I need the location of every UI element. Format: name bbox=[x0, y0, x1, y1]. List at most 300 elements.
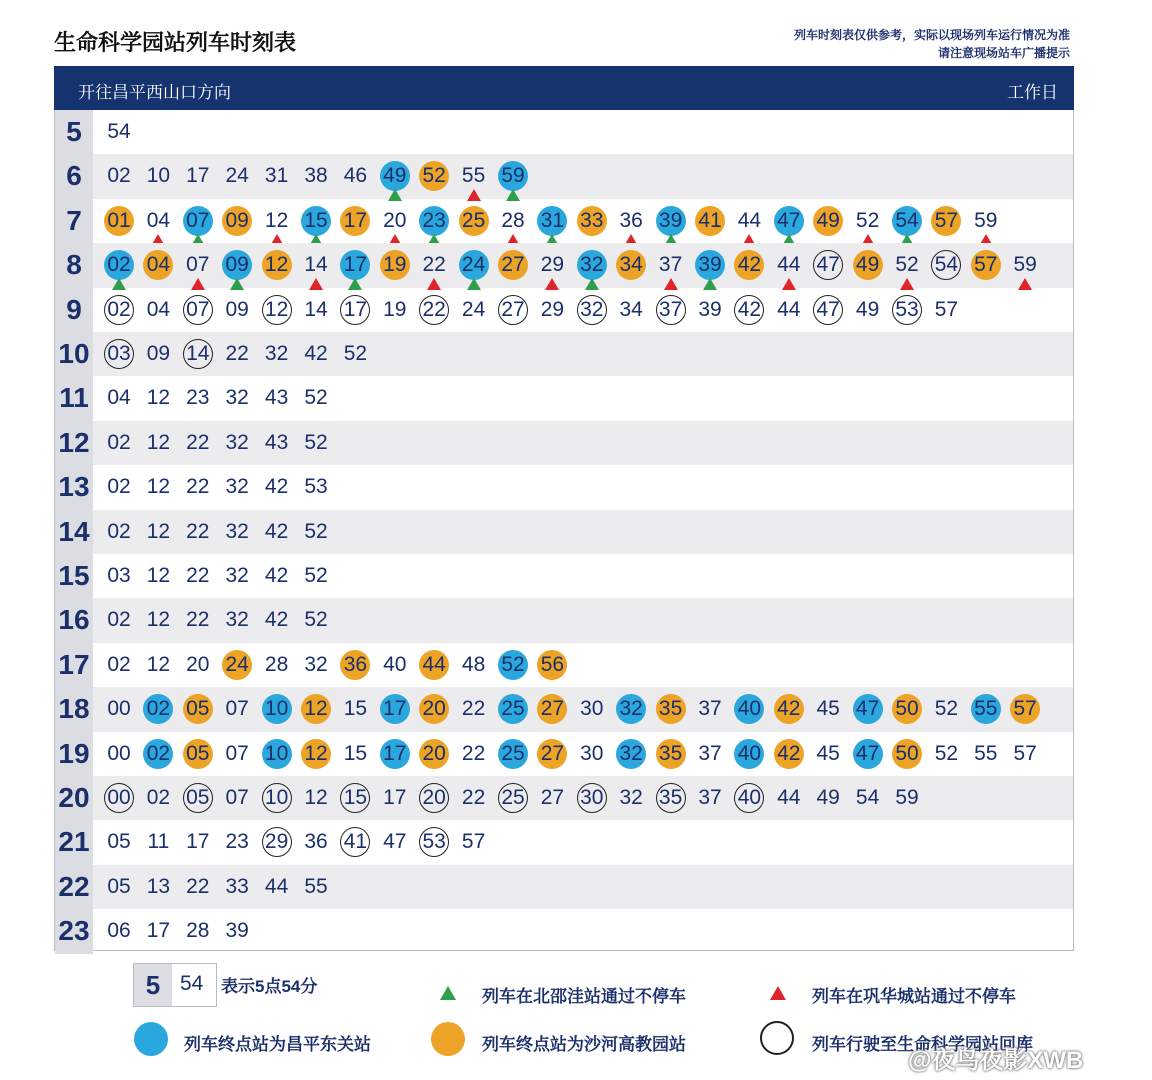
timetable-row bbox=[55, 510, 1073, 554]
minute-text: 36 bbox=[304, 830, 328, 854]
minute-text: 57 bbox=[934, 297, 959, 321]
minute-cell bbox=[534, 780, 570, 816]
minute-text: 57 bbox=[461, 830, 486, 854]
minute-cell bbox=[180, 558, 216, 594]
minute-cell bbox=[889, 292, 925, 328]
minute-text: 44 bbox=[777, 253, 801, 277]
minute-text: 12 bbox=[264, 253, 289, 277]
minute-text: 06 bbox=[107, 919, 131, 943]
minute-text: 27 bbox=[540, 741, 565, 765]
minute-cell bbox=[259, 425, 295, 461]
minute-cell bbox=[416, 247, 452, 283]
minute-text: 44 bbox=[264, 874, 289, 898]
timetable-row bbox=[55, 199, 1073, 243]
minute-cell bbox=[495, 247, 531, 283]
minute-cell bbox=[613, 691, 649, 727]
minute-text: 22 bbox=[186, 608, 210, 632]
minute-text: 39 bbox=[225, 919, 249, 943]
minute-cell bbox=[259, 647, 295, 683]
minute-text: 40 bbox=[737, 786, 762, 809]
minute-cell bbox=[337, 647, 373, 683]
minute-text: 43 bbox=[264, 386, 289, 410]
minute-cell bbox=[889, 247, 925, 283]
minute-text: 30 bbox=[580, 786, 604, 809]
timetable-header bbox=[54, 66, 1074, 110]
minute-cell bbox=[653, 780, 689, 816]
minute-text: 17 bbox=[383, 741, 407, 765]
minute-text: 42 bbox=[264, 564, 289, 587]
minute-text: 02 bbox=[107, 297, 131, 321]
minute-cell bbox=[140, 602, 176, 638]
minute-text: 49 bbox=[383, 164, 407, 188]
minute-cell bbox=[140, 336, 176, 372]
minute-text: 42 bbox=[304, 342, 328, 365]
timetable-row bbox=[55, 865, 1073, 909]
minute-text: 57 bbox=[1013, 697, 1037, 721]
minute-text: 07 bbox=[186, 253, 210, 277]
minute-text: 17 bbox=[343, 253, 368, 277]
minute-text: 44 bbox=[422, 652, 446, 676]
minute-text: 53 bbox=[422, 830, 446, 854]
minute-text: 49 bbox=[855, 253, 880, 277]
minute-text: 12 bbox=[146, 475, 171, 499]
minute-cell bbox=[180, 514, 216, 550]
minute-text: 32 bbox=[619, 786, 643, 809]
timetable-row bbox=[55, 732, 1073, 776]
minute-text: 12 bbox=[304, 741, 328, 765]
minute-cell bbox=[140, 203, 176, 239]
minute-cell bbox=[771, 691, 807, 727]
minute-text: 12 bbox=[146, 564, 171, 587]
minute-cell bbox=[219, 824, 255, 860]
minute-cell bbox=[613, 780, 649, 816]
minute-cell bbox=[101, 158, 137, 194]
minute-text: 00 bbox=[107, 786, 131, 809]
minute-cell bbox=[731, 247, 767, 283]
minute-text: 32 bbox=[225, 386, 249, 410]
minute-text: 09 bbox=[225, 253, 249, 277]
minute-text: 07 bbox=[225, 741, 249, 765]
minute-cell bbox=[495, 691, 531, 727]
timetable-row bbox=[55, 465, 1073, 509]
minute-cell bbox=[810, 736, 846, 772]
minute-text: 12 bbox=[146, 386, 171, 410]
hour-label: 20 bbox=[55, 776, 93, 820]
minute-cell bbox=[495, 158, 531, 194]
minute-cell bbox=[928, 203, 964, 239]
minute-cell bbox=[613, 203, 649, 239]
minute-cell bbox=[968, 736, 1004, 772]
minute-cell bbox=[259, 292, 295, 328]
minute-cell bbox=[259, 691, 295, 727]
minute-cell bbox=[101, 869, 137, 905]
timetable-row bbox=[55, 598, 1073, 642]
minute-cell bbox=[574, 292, 610, 328]
minute-text: 27 bbox=[501, 253, 525, 277]
minute-cell bbox=[968, 691, 1004, 727]
minute-cell bbox=[456, 247, 492, 283]
minute-cell bbox=[101, 824, 137, 860]
minute-text: 05 bbox=[186, 697, 210, 721]
minute-text: 22 bbox=[225, 342, 249, 365]
minute-text: 22 bbox=[186, 874, 210, 898]
direction-label: 开往昌平西山口方向 bbox=[78, 83, 231, 102]
minute-text: 46 bbox=[343, 164, 368, 188]
minute-cell bbox=[101, 336, 137, 372]
minute-cell bbox=[337, 247, 373, 283]
minute-text: 02 bbox=[146, 786, 171, 809]
minute-cell bbox=[574, 780, 610, 816]
minute-text: 15 bbox=[343, 741, 368, 765]
minute-cell bbox=[219, 380, 255, 416]
minute-cell bbox=[574, 736, 610, 772]
minute-cell bbox=[337, 780, 373, 816]
minute-text: 27 bbox=[540, 786, 565, 809]
minute-cell bbox=[219, 647, 255, 683]
minute-text: 05 bbox=[186, 741, 210, 765]
minute-cell bbox=[653, 203, 689, 239]
minute-text: 52 bbox=[501, 652, 525, 676]
minute-text: 57 bbox=[1013, 741, 1037, 765]
minute-text: 27 bbox=[540, 697, 565, 721]
minute-text: 41 bbox=[698, 208, 722, 232]
minute-text: 22 bbox=[186, 430, 210, 454]
minute-cell bbox=[259, 780, 295, 816]
minute-text: 36 bbox=[619, 208, 643, 232]
minute-cell bbox=[219, 425, 255, 461]
hour-label: 14 bbox=[55, 510, 93, 554]
legend-ring-text: 列车行驶至生命科学园站回库 bbox=[812, 1035, 1033, 1054]
minute-text: 39 bbox=[658, 208, 683, 232]
minute-text: 05 bbox=[107, 874, 131, 898]
minute-cell bbox=[101, 558, 137, 594]
minute-text: 57 bbox=[934, 208, 959, 232]
minute-text: 07 bbox=[225, 697, 249, 721]
minute-text: 22 bbox=[461, 741, 486, 765]
day-type-label: 工作日 bbox=[1007, 83, 1058, 102]
hour-label: 5 bbox=[55, 110, 93, 154]
minute-text: 44 bbox=[737, 208, 762, 232]
minute-cell bbox=[298, 780, 334, 816]
minute-text: 40 bbox=[737, 741, 762, 765]
minute-text: 04 bbox=[146, 297, 171, 321]
minute-cell bbox=[810, 247, 846, 283]
minute-cell bbox=[456, 736, 492, 772]
minute-cell bbox=[456, 203, 492, 239]
minute-cell bbox=[377, 247, 413, 283]
minute-cell bbox=[140, 824, 176, 860]
minute-text: 42 bbox=[264, 475, 289, 499]
minute-cell bbox=[259, 824, 295, 860]
minute-cell bbox=[298, 336, 334, 372]
minute-text: 59 bbox=[895, 786, 919, 809]
minute-cell bbox=[653, 247, 689, 283]
minute-cell bbox=[456, 292, 492, 328]
minute-cell bbox=[771, 203, 807, 239]
minute-text: 03 bbox=[107, 564, 131, 587]
minute-cell bbox=[534, 203, 570, 239]
hour-label: 19 bbox=[55, 732, 93, 776]
ring-circle-icon bbox=[760, 1021, 794, 1055]
minute-cell bbox=[534, 247, 570, 283]
minute-text: 00 bbox=[107, 697, 131, 721]
minute-cell bbox=[298, 203, 334, 239]
minute-cell bbox=[140, 558, 176, 594]
minute-cell bbox=[377, 691, 413, 727]
minute-cell bbox=[180, 203, 216, 239]
minute-text: 17 bbox=[383, 786, 407, 809]
minute-text: 42 bbox=[737, 297, 762, 321]
minute-text: 34 bbox=[619, 297, 643, 321]
minute-cell bbox=[259, 203, 295, 239]
minute-text: 10 bbox=[146, 164, 171, 188]
minute-text: 10 bbox=[264, 741, 289, 765]
minute-cell bbox=[101, 425, 137, 461]
minute-cell bbox=[416, 292, 452, 328]
minute-text: 45 bbox=[816, 741, 840, 765]
minute-text: 53 bbox=[304, 475, 328, 499]
minute-cell bbox=[140, 691, 176, 727]
minute-text: 32 bbox=[580, 253, 604, 277]
minute-cell bbox=[259, 514, 295, 550]
minute-cell bbox=[810, 203, 846, 239]
minute-text: 02 bbox=[107, 430, 131, 454]
orange-circle-icon bbox=[431, 1022, 465, 1056]
minute-cell bbox=[731, 691, 767, 727]
minute-cell bbox=[101, 602, 137, 638]
minute-cell bbox=[337, 203, 373, 239]
minute-text: 09 bbox=[225, 208, 249, 232]
minute-text: 12 bbox=[264, 297, 289, 321]
minute-text: 23 bbox=[422, 208, 446, 232]
minute-text: 55 bbox=[974, 741, 998, 765]
minute-cell bbox=[928, 247, 964, 283]
hour-label: 17 bbox=[55, 643, 93, 687]
minute-cell bbox=[140, 425, 176, 461]
minute-cell bbox=[731, 780, 767, 816]
minute-cell bbox=[534, 691, 570, 727]
minute-text: 17 bbox=[186, 830, 210, 854]
minute-cell bbox=[101, 691, 137, 727]
minute-cell bbox=[377, 647, 413, 683]
minute-cell bbox=[140, 158, 176, 194]
timetable-row bbox=[55, 554, 1073, 598]
minute-text: 12 bbox=[304, 786, 328, 809]
minute-cell bbox=[613, 736, 649, 772]
timetable-row bbox=[55, 909, 1073, 953]
minute-text: 54 bbox=[895, 208, 919, 232]
minute-cell bbox=[495, 736, 531, 772]
timetable-row bbox=[55, 820, 1073, 864]
minute-text: 02 bbox=[146, 697, 171, 721]
minute-cell bbox=[298, 247, 334, 283]
minute-text: 42 bbox=[264, 519, 289, 543]
green-triangle-icon bbox=[440, 986, 456, 1000]
minute-text: 49 bbox=[855, 297, 880, 321]
minute-text: 47 bbox=[383, 830, 407, 854]
minute-text: 02 bbox=[107, 652, 131, 676]
minute-cell bbox=[298, 691, 334, 727]
timetable-row bbox=[55, 421, 1073, 465]
minute-text: 04 bbox=[146, 253, 171, 277]
legend-red-text: 列车在巩华城站通过不停车 bbox=[812, 987, 1016, 1006]
minute-text: 24 bbox=[225, 652, 249, 676]
minute-text: 04 bbox=[107, 386, 131, 410]
minute-text: 22 bbox=[422, 297, 446, 321]
minute-text: 59 bbox=[1013, 253, 1037, 277]
minute-cell bbox=[219, 602, 255, 638]
minute-text: 40 bbox=[737, 697, 762, 721]
minute-cell bbox=[180, 380, 216, 416]
minute-cell bbox=[259, 736, 295, 772]
minute-text: 59 bbox=[501, 164, 525, 188]
minute-text: 37 bbox=[698, 697, 722, 721]
minute-cell bbox=[101, 647, 137, 683]
minute-text: 24 bbox=[461, 253, 486, 277]
minute-cell bbox=[771, 780, 807, 816]
minute-text: 19 bbox=[383, 253, 407, 277]
timetable-row bbox=[55, 288, 1073, 332]
minute-cell bbox=[810, 780, 846, 816]
minute-text: 32 bbox=[225, 430, 249, 454]
minute-cell bbox=[298, 158, 334, 194]
minute-cell bbox=[692, 736, 728, 772]
red-triangle-icon bbox=[770, 986, 786, 1000]
minute-cell bbox=[810, 691, 846, 727]
minute-cell bbox=[298, 425, 334, 461]
minute-cell bbox=[377, 292, 413, 328]
legend-example-hour: 5 bbox=[134, 964, 172, 1006]
minute-cell bbox=[298, 824, 334, 860]
minute-cell bbox=[180, 913, 216, 949]
minute-cell bbox=[337, 158, 373, 194]
minute-cell bbox=[416, 203, 452, 239]
minute-text: 14 bbox=[304, 297, 328, 321]
minute-text: 32 bbox=[619, 741, 643, 765]
minute-text: 52 bbox=[343, 342, 368, 365]
minute-cell bbox=[456, 647, 492, 683]
minute-cell bbox=[456, 824, 492, 860]
minute-text: 32 bbox=[619, 697, 643, 721]
minute-cell bbox=[259, 158, 295, 194]
minute-cell bbox=[259, 247, 295, 283]
minute-text: 52 bbox=[304, 386, 328, 410]
minute-text: 00 bbox=[107, 741, 131, 765]
minute-text: 24 bbox=[461, 297, 486, 321]
minute-text: 35 bbox=[658, 786, 683, 809]
minute-cell bbox=[298, 647, 334, 683]
minute-text: 47 bbox=[777, 208, 801, 232]
minute-text: 52 bbox=[304, 564, 328, 587]
minute-cell bbox=[1007, 247, 1043, 283]
minute-text: 37 bbox=[658, 297, 683, 321]
minute-cell bbox=[416, 647, 452, 683]
minute-cell bbox=[416, 691, 452, 727]
minute-cell bbox=[456, 158, 492, 194]
minute-text: 12 bbox=[146, 519, 171, 543]
minute-text: 05 bbox=[107, 830, 131, 854]
minute-text: 32 bbox=[225, 564, 249, 587]
minute-cell bbox=[810, 292, 846, 328]
minute-text: 55 bbox=[974, 697, 998, 721]
minute-cell bbox=[101, 736, 137, 772]
minute-text: 47 bbox=[816, 297, 840, 321]
minute-cell bbox=[180, 602, 216, 638]
minute-text: 39 bbox=[698, 253, 722, 277]
watermark: @夜鸟夜影XWB bbox=[908, 1047, 1084, 1074]
minute-text: 52 bbox=[304, 430, 328, 454]
minute-text: 05 bbox=[186, 786, 210, 809]
minute-text: 42 bbox=[264, 608, 289, 632]
minute-text: 42 bbox=[737, 253, 762, 277]
minute-cell bbox=[771, 247, 807, 283]
minute-cell bbox=[259, 869, 295, 905]
minute-cell bbox=[219, 203, 255, 239]
minute-text: 07 bbox=[186, 208, 210, 232]
hour-label: 12 bbox=[55, 421, 93, 465]
timetable-row bbox=[55, 687, 1073, 731]
minute-cell bbox=[889, 780, 925, 816]
minute-cell bbox=[298, 736, 334, 772]
minute-cell bbox=[495, 647, 531, 683]
minute-cell bbox=[180, 469, 216, 505]
minute-cell bbox=[259, 558, 295, 594]
minute-text: 44 bbox=[777, 786, 801, 809]
minute-cell bbox=[180, 158, 216, 194]
minute-cell bbox=[101, 247, 137, 283]
minute-text: 52 bbox=[934, 741, 959, 765]
minute-text: 43 bbox=[264, 430, 289, 454]
minute-text: 31 bbox=[264, 164, 289, 188]
minute-cell bbox=[101, 292, 137, 328]
minute-text: 52 bbox=[855, 208, 880, 232]
minute-text: 32 bbox=[225, 608, 249, 632]
minute-cell bbox=[259, 469, 295, 505]
minute-text: 02 bbox=[107, 253, 131, 277]
minute-cell bbox=[968, 203, 1004, 239]
minute-cell bbox=[850, 691, 886, 727]
minute-cell bbox=[889, 203, 925, 239]
minute-text: 10 bbox=[264, 786, 289, 809]
hour-label: 16 bbox=[55, 598, 93, 642]
page-title: 生命科学园站列车时刻表 bbox=[54, 30, 297, 55]
minute-cell bbox=[731, 203, 767, 239]
minute-text: 22 bbox=[461, 697, 486, 721]
minute-text: 07 bbox=[186, 297, 210, 321]
minute-text: 54 bbox=[934, 253, 959, 277]
minute-text: 31 bbox=[540, 208, 565, 232]
minute-cell bbox=[180, 736, 216, 772]
minute-cell bbox=[416, 780, 452, 816]
minute-text: 37 bbox=[658, 253, 683, 277]
minute-text: 49 bbox=[816, 786, 840, 809]
minute-cell bbox=[731, 736, 767, 772]
minute-cell bbox=[180, 647, 216, 683]
hour-label: 11 bbox=[55, 376, 93, 420]
minute-text: 12 bbox=[146, 430, 171, 454]
minute-text: 11 bbox=[147, 830, 170, 854]
minute-text: 15 bbox=[304, 208, 328, 232]
minute-cell bbox=[298, 869, 334, 905]
minute-text: 42 bbox=[777, 741, 801, 765]
minute-text: 47 bbox=[855, 741, 880, 765]
timetable-row bbox=[55, 154, 1073, 198]
minute-text: 55 bbox=[461, 164, 486, 188]
minute-cell bbox=[140, 469, 176, 505]
minute-text: 32 bbox=[225, 519, 249, 543]
minute-text: 41 bbox=[343, 830, 368, 854]
minute-text: 20 bbox=[422, 741, 446, 765]
